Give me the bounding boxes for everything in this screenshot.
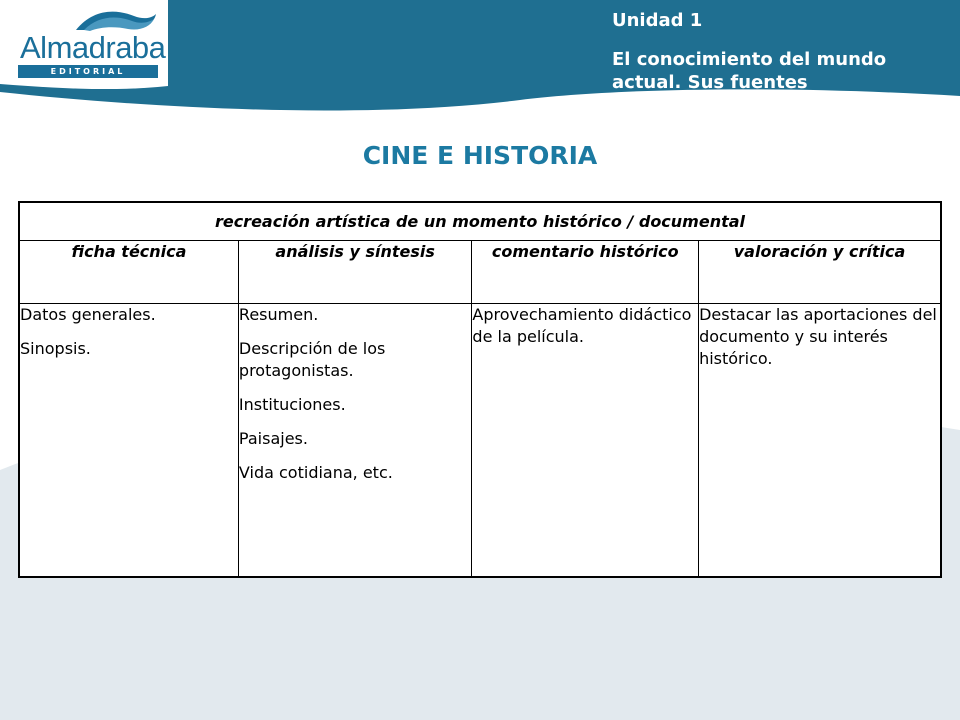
column-header-ficha: ficha técnica xyxy=(19,241,238,304)
list-item: Aprovechamiento didáctico de la película. xyxy=(472,305,692,346)
column-header-valoracion: valoración y crítica xyxy=(699,241,941,304)
cell-analisis xyxy=(238,304,472,578)
unit-subtitle: El conocimiento del mundo actual. Sus fuentes xyxy=(612,49,887,93)
table-caption: recreación artística de un momento histórico / documental xyxy=(19,202,941,241)
list-item: Sinopsis. xyxy=(20,339,91,358)
table-header-row xyxy=(19,241,941,304)
cell-valoracion xyxy=(699,304,941,578)
almadraba-logo xyxy=(12,6,166,76)
list-item: Instituciones. xyxy=(238,395,346,414)
logo-editorial-label: EDITORIAL xyxy=(50,67,126,76)
list-item: Paisajes. xyxy=(238,429,308,448)
unit-title: Unidad 1 xyxy=(612,10,703,31)
cell-comentario xyxy=(472,304,699,578)
list-item: Vida cotidiana, etc. xyxy=(238,463,393,482)
table-caption-row xyxy=(19,202,941,241)
list-item: Resumen. xyxy=(238,305,319,324)
logo-editorial-bar xyxy=(18,65,158,78)
cell-ficha xyxy=(19,304,238,578)
wave-logo-icon xyxy=(74,6,158,32)
column-header-analisis: análisis y síntesis xyxy=(238,241,472,304)
table-row xyxy=(19,304,941,578)
column-header-comentario: comentario histórico xyxy=(472,241,699,304)
list-item: Destacar las aportaciones del documento y su interés histórico. xyxy=(699,305,937,368)
logo-wordmark: Almadraba xyxy=(20,30,166,65)
list-item: Datos generales. xyxy=(20,305,156,324)
list-item: Descripción de los protagonistas. xyxy=(238,339,386,380)
page-title: CINE E HISTORIA xyxy=(362,141,598,170)
content-table xyxy=(18,201,942,578)
